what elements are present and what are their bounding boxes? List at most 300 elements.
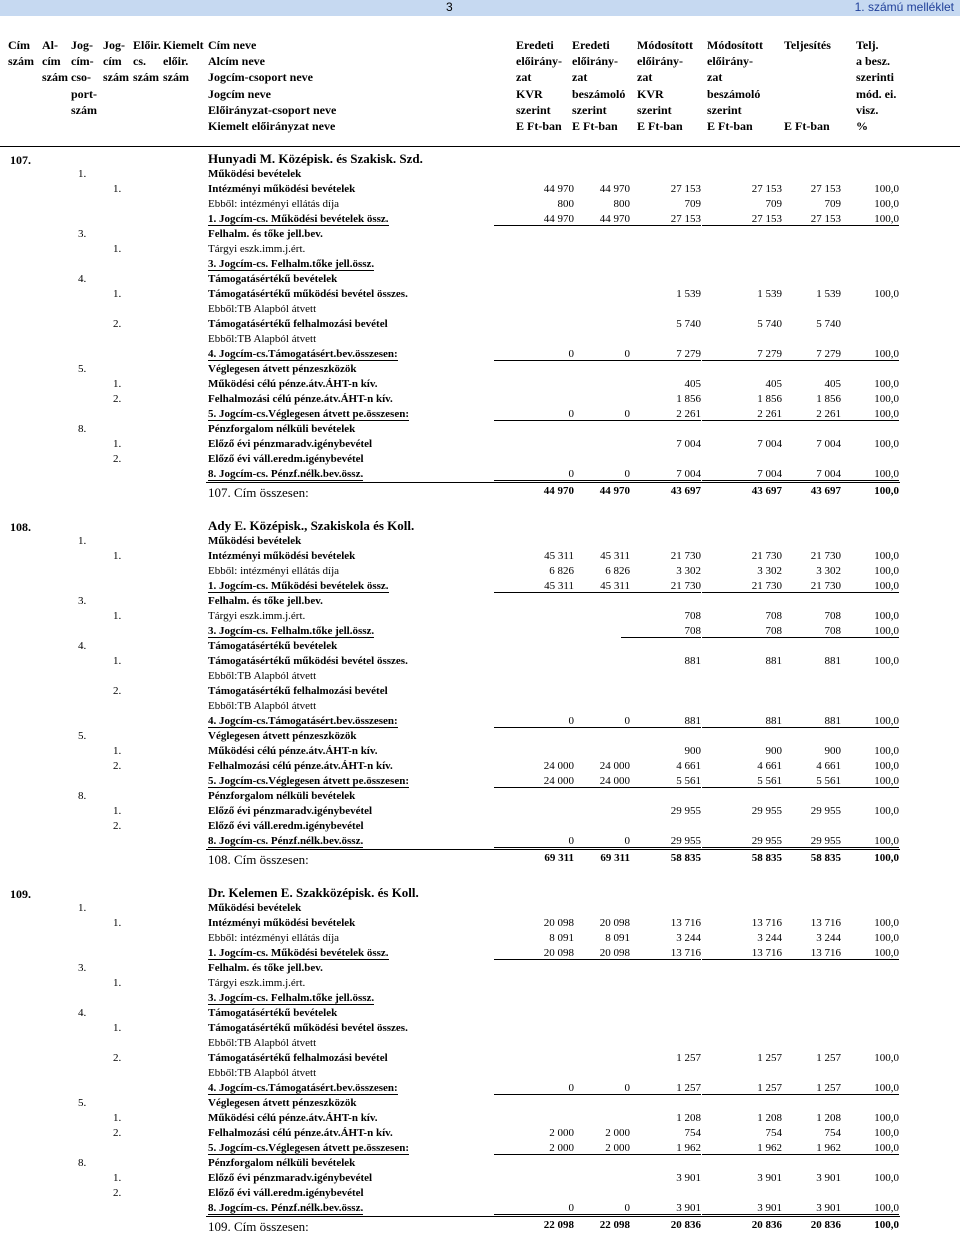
amount-cell: 5 561: [702, 775, 782, 788]
jogcim-number: 2.: [113, 453, 122, 465]
table-row: [0, 1186, 960, 1201]
amount-cell: 0: [494, 715, 574, 728]
amount-cell: 100,0: [874, 1052, 899, 1064]
cim-total-label: 107. Cím összesen:: [208, 485, 309, 500]
header-cell: KVR: [516, 86, 543, 101]
amount-cell: 27 153: [751, 183, 782, 195]
row-label: Véglegesen átvett pénzeszközök: [208, 1097, 357, 1109]
header-cell: Jog-: [103, 38, 125, 52]
header-cell: cím: [103, 54, 122, 69]
amount-cell: 5 740: [757, 318, 782, 330]
table-row: [0, 182, 960, 197]
row-label: 4. Jogcím-cs.Támogatásért.bev.összesen:: [208, 1082, 398, 1094]
amount-cell: 100,0: [874, 932, 899, 944]
header-cell: beszámoló: [707, 86, 761, 101]
amount-cell: 0: [550, 468, 630, 481]
amount-cell: 2 000: [605, 1127, 630, 1139]
amount-cell: 44 970: [550, 213, 630, 226]
alcim-number: 3.: [78, 228, 87, 240]
header-cell: előirány-: [516, 54, 562, 69]
amount-cell: 6 826: [549, 565, 574, 577]
amount-cell: 29 955: [761, 835, 841, 848]
row-label: 5. Jogcím-cs.Véglegesen átvett pe.összesen:: [208, 408, 409, 420]
table-row: [0, 1141, 960, 1156]
header-divider: [0, 146, 960, 147]
jogcim-number: 1.: [113, 655, 122, 667]
amount-cell: 44 970: [543, 485, 574, 497]
amount-cell: 27 153: [810, 183, 841, 195]
amount-cell: 100,0: [819, 580, 899, 593]
amount-cell: 21 730: [670, 550, 701, 562]
amount-cell: 69 311: [544, 852, 574, 864]
table-row: [0, 1036, 960, 1051]
amount-cell: 405: [824, 378, 841, 390]
header-cell: Cím: [8, 38, 30, 52]
amount-cell: 7 004: [816, 438, 841, 450]
amount-cell: 3 901: [761, 1202, 841, 1215]
jogcim-number: 2.: [113, 393, 122, 405]
header-cell: E Ft-ban: [784, 118, 830, 133]
row-label: Támogatásértékű bevételek: [208, 1007, 338, 1019]
amount-cell: 881: [761, 715, 841, 728]
row-label: Ebből:TB Alapból átvett: [208, 670, 317, 682]
jogcim-number: 1.: [113, 183, 122, 195]
amount-cell: 405: [765, 378, 782, 390]
amount-cell: 0: [550, 835, 630, 848]
table-row: [0, 759, 960, 774]
amount-cell: 0: [494, 408, 574, 421]
row-label: Támogatásértékű működési bevétel összes.: [208, 1022, 408, 1034]
row-label: Felhalmozási célú pénze.átv.ÁHT-n kív.: [208, 393, 393, 405]
amount-cell: 100,0: [874, 1127, 899, 1139]
table-row: [0, 931, 960, 946]
alcim-number: 3.: [78, 595, 87, 607]
row-label: Intézményi működési bevételek: [208, 183, 356, 195]
amount-cell: 100,0: [874, 565, 899, 577]
table-row: [0, 669, 960, 684]
jogcim-number: 2.: [113, 685, 122, 697]
table-row: [0, 654, 960, 669]
table-row: [0, 362, 960, 377]
amount-cell: 754: [765, 1127, 782, 1139]
amount-cell: 3 302: [816, 565, 841, 577]
alcim-number: 1.: [78, 902, 87, 914]
amount-cell: 6 826: [605, 565, 630, 577]
jogcim-number: 1.: [113, 917, 122, 929]
total-row: [0, 849, 960, 869]
row-label: Pénzforgalom nélküli bevételek: [208, 423, 356, 435]
amount-cell: 27 153: [761, 213, 841, 226]
header-cell: szerint: [707, 102, 742, 117]
header-cell: KVR: [637, 86, 664, 101]
amount-cell: 24 000: [494, 775, 574, 788]
table-row: [0, 347, 960, 362]
table-row: [0, 152, 960, 167]
header-cell: Al-: [42, 38, 58, 52]
row-label: 3. Jogcím-cs. Felhalm.tőke jell.össz.: [208, 258, 375, 270]
amount-cell: 900: [824, 745, 841, 757]
amount-cell: 1 539: [676, 288, 701, 300]
header-cell: cím-: [71, 54, 94, 69]
amount-cell: 5 740: [676, 318, 701, 330]
amount-cell: 100,0: [819, 1202, 899, 1215]
amount-cell: 44 970: [599, 485, 630, 497]
header-cell: Előir.: [133, 38, 161, 52]
amount-cell: 45 311: [544, 550, 574, 562]
amount-cell: 4 661: [816, 760, 841, 772]
amount-cell: 1 208: [676, 1112, 701, 1124]
amount-cell: 20 836: [670, 1219, 701, 1231]
amount-cell: 800: [613, 198, 630, 210]
amount-cell: 800: [557, 198, 574, 210]
amount-cell: 100,0: [874, 183, 899, 195]
amount-cell: 8 091: [605, 932, 630, 944]
table-row: [0, 579, 960, 594]
amount-cell: 100,0: [874, 805, 899, 817]
amount-cell: 21 730: [702, 580, 782, 593]
row-label: Támogatásértékű felhalmozási bevétel: [208, 685, 388, 697]
amount-cell: 1 856: [676, 393, 701, 405]
amount-cell: 1 257: [676, 1052, 701, 1064]
alcim-number: 8.: [78, 790, 87, 802]
amount-cell: 0: [494, 835, 574, 848]
amount-cell: 20 098: [543, 917, 574, 929]
amount-cell: 21 730: [810, 550, 841, 562]
amount-cell: 3 244: [816, 932, 841, 944]
table-row: [0, 452, 960, 467]
jogcim-number: 2.: [113, 1052, 122, 1064]
amount-cell: 7 004: [761, 468, 841, 481]
header-cell: Módosított: [707, 38, 763, 52]
section-109: [0, 886, 960, 1236]
amount-cell: 29 955: [670, 805, 701, 817]
table-row: [0, 1201, 960, 1216]
amount-cell: 405: [684, 378, 701, 390]
amount-cell: 1 539: [757, 288, 782, 300]
alcim-number: 4.: [78, 1007, 87, 1019]
header-cell: szerinti: [856, 70, 894, 85]
amount-cell: 100,0: [874, 610, 899, 622]
amount-cell: 754: [684, 1127, 701, 1139]
cim-number: 109.: [10, 887, 31, 901]
amount-cell: 58 835: [670, 852, 701, 864]
row-label: Támogatásértékű bevételek: [208, 273, 338, 285]
row-label: Hunyadi M. Középisk. és Szakisk. Szd.: [208, 151, 423, 166]
header-cell: Jog-: [71, 38, 93, 52]
amount-cell: 708: [684, 610, 701, 622]
header-cell: Eredeti: [572, 38, 610, 52]
amount-cell: 5 740: [816, 318, 841, 330]
header-cell: szám: [42, 70, 68, 85]
amount-cell: 7 004: [621, 468, 701, 481]
amount-cell: 0: [550, 348, 630, 361]
amount-cell: 3 901: [757, 1172, 782, 1184]
header-cell: beszámoló: [572, 86, 626, 101]
amount-cell: 881: [621, 715, 701, 728]
row-label: Pénzforgalom nélküli bevételek: [208, 1157, 356, 1169]
header-cell: Kiemelt előirányzat neve: [208, 118, 336, 133]
row-label: Előző évi váll.eredm.igénybevétel: [208, 1187, 364, 1199]
amount-cell: 20 098: [550, 947, 630, 960]
amount-cell: 709: [684, 198, 701, 210]
table-row: [0, 901, 960, 916]
amount-cell: 100,0: [874, 655, 899, 667]
amount-cell: 100,0: [819, 408, 899, 421]
table-row: [0, 729, 960, 744]
amount-cell: 100,0: [874, 852, 899, 864]
table-row: [0, 534, 960, 549]
amount-cell: 100,0: [819, 835, 899, 848]
header-cell: mód. ei.: [856, 86, 897, 101]
table-row: [0, 407, 960, 422]
amount-cell: 24 000: [599, 760, 630, 772]
header-cell: előir.: [163, 54, 189, 69]
cim-total-label: 109. Cím összesen:: [208, 1219, 309, 1234]
amount-cell: 20 098: [599, 917, 630, 929]
total-rule: [206, 1216, 900, 1217]
table-row: [0, 789, 960, 804]
row-label: Tárgyi eszk.imm.j.ért.: [208, 243, 306, 255]
table-row: [0, 991, 960, 1006]
row-label: Támogatásértékű bevételek: [208, 640, 338, 652]
table-row: [0, 1006, 960, 1021]
row-label: Működési bevételek: [208, 902, 302, 914]
table-row: [0, 1066, 960, 1081]
amount-cell: 58 835: [810, 852, 841, 864]
amount-cell: 24 000: [543, 760, 574, 772]
amount-cell: 1 257: [816, 1052, 841, 1064]
row-label: Felhalmozási célú pénze.átv.ÁHT-n kív.: [208, 1127, 393, 1139]
header-cell: szám: [133, 70, 159, 85]
amount-cell: 0: [494, 1202, 574, 1215]
row-label: 5. Jogcím-cs.Véglegesen átvett pe.összesen:: [208, 775, 409, 787]
amount-cell: 100,0: [874, 438, 899, 450]
header-cell: Módosított: [637, 38, 693, 52]
row-label: Működési bevételek: [208, 168, 302, 180]
amount-cell: 29 955: [702, 835, 782, 848]
alcim-number: 4.: [78, 640, 87, 652]
header-cell: cso-: [71, 70, 91, 85]
amount-cell: 100,0: [819, 625, 899, 638]
amount-cell: 1 208: [757, 1112, 782, 1124]
row-label: Működési célú pénze.átv.ÁHT-n kív.: [208, 1112, 378, 1124]
amount-cell: 22 098: [599, 1219, 630, 1231]
table-row: [0, 684, 960, 699]
amount-cell: 1 962: [702, 1142, 782, 1155]
amount-cell: 45 311: [600, 550, 630, 562]
jogcim-number: 2.: [113, 760, 122, 772]
amount-cell: 0: [494, 468, 574, 481]
table-row: [0, 287, 960, 302]
amount-cell: 27 153: [670, 183, 701, 195]
amount-cell: 3 901: [816, 1172, 841, 1184]
amount-cell: 100,0: [874, 1172, 899, 1184]
row-label: Tárgyi eszk.imm.j.ért.: [208, 610, 306, 622]
table-row: [0, 594, 960, 609]
amount-cell: 13 716: [621, 947, 701, 960]
jogcim-number: 1.: [113, 243, 122, 255]
amount-cell: 708: [761, 625, 841, 638]
row-label: Dr. Kelemen E. Szakközépisk. és Koll.: [208, 885, 419, 900]
cim-total-label: 108. Cím összesen:: [208, 852, 309, 867]
total-row: [0, 1216, 960, 1236]
table-row: [0, 1051, 960, 1066]
header-cell: E Ft-ban: [637, 118, 683, 133]
amount-cell: 13 716: [761, 947, 841, 960]
amount-cell: 43 697: [810, 485, 841, 497]
jogcim-number: 1.: [113, 288, 122, 300]
amount-cell: 20 836: [751, 1219, 782, 1231]
jogcim-number: 1.: [113, 1172, 122, 1184]
alcim-number: 4.: [78, 273, 87, 285]
amount-cell: 44 970: [543, 183, 574, 195]
page-number: 3: [446, 0, 453, 14]
amount-cell: 21 730: [621, 580, 701, 593]
amount-cell: 4 661: [676, 760, 701, 772]
header-cell: a besz.: [856, 54, 890, 69]
header-cell: Jogcím neve: [208, 86, 271, 101]
amount-cell: 7 279: [621, 348, 701, 361]
header-row: [0, 54, 960, 70]
amount-cell: 29 955: [621, 835, 701, 848]
amount-cell: 8 091: [549, 932, 574, 944]
amount-cell: 0: [494, 1082, 574, 1095]
amount-cell: 5 561: [761, 775, 841, 788]
amount-cell: 708: [702, 625, 782, 638]
amount-cell: 20 836: [810, 1219, 841, 1231]
row-label: 8. Jogcím-cs. Pénzf.nélk.bev.össz.: [208, 1202, 364, 1214]
amount-cell: 881: [702, 715, 782, 728]
amount-cell: 27 153: [702, 213, 782, 226]
row-label: 8. Jogcím-cs. Pénzf.nélk.bev.össz.: [208, 468, 364, 480]
amount-cell: 7 279: [761, 348, 841, 361]
amount-cell: 100,0: [819, 1142, 899, 1155]
amount-cell: 69 311: [600, 852, 630, 864]
row-label: Támogatásértékű felhalmozási bevétel: [208, 1052, 388, 1064]
header-cell: E Ft-ban: [572, 118, 618, 133]
table-row: [0, 167, 960, 182]
amount-cell: 2 261: [761, 408, 841, 421]
table-row: [0, 639, 960, 654]
amount-cell: 1 257: [621, 1082, 701, 1095]
jogcim-number: 1.: [113, 745, 122, 757]
amount-cell: 27 153: [621, 213, 701, 226]
header-cell: Teljesítés: [784, 38, 831, 52]
table-row: [0, 332, 960, 347]
amount-cell: 900: [765, 745, 782, 757]
amount-cell: 1 856: [757, 393, 782, 405]
header-cell: zat: [707, 70, 723, 85]
amount-cell: 24 000: [550, 775, 630, 788]
row-label: Felhalm. és tőke jell.bev.: [208, 228, 323, 240]
jogcim-number: 1.: [113, 550, 122, 562]
amount-cell: 100,0: [874, 1219, 899, 1231]
jogcim-number: 1.: [113, 378, 122, 390]
amount-cell: 2 000: [550, 1142, 630, 1155]
header-cell: Cím neve: [208, 38, 257, 52]
amount-cell: 45 311: [494, 580, 574, 593]
jogcim-number: 2.: [113, 1187, 122, 1199]
row-label: 1. Jogcím-cs. Működési bevételek össz.: [208, 213, 389, 225]
amount-cell: 708: [765, 610, 782, 622]
row-label: Ebből:TB Alapból átvett: [208, 333, 317, 345]
amount-cell: 22 098: [543, 1219, 574, 1231]
table-row: [0, 1171, 960, 1186]
amount-cell: 4 661: [757, 760, 782, 772]
table-row: [0, 946, 960, 961]
amount-cell: 0: [550, 715, 630, 728]
amount-cell: 1 257: [702, 1082, 782, 1095]
amount-cell: 21 730: [751, 550, 782, 562]
alcim-number: 5.: [78, 1097, 87, 1109]
header-row: [0, 119, 960, 135]
amount-cell: 0: [550, 1082, 630, 1095]
table-row: [0, 1081, 960, 1096]
table-row: [0, 609, 960, 624]
amount-cell: 0: [550, 1202, 630, 1215]
top-bar: [0, 0, 960, 16]
alcim-number: 1.: [78, 168, 87, 180]
jogcim-number: 2.: [113, 820, 122, 832]
alcim-number: 5.: [78, 730, 87, 742]
header-cell: zat: [516, 70, 532, 85]
row-label: Intézményi működési bevételek: [208, 917, 356, 929]
row-label: Felhalm. és tőke jell.bev.: [208, 962, 323, 974]
header-cell: zat: [572, 70, 588, 85]
row-label: Ebből:TB Alapból átvett: [208, 1037, 317, 1049]
header-cell: zat: [637, 70, 653, 85]
amount-cell: 2 261: [621, 408, 701, 421]
header-cell: előirány-: [572, 54, 618, 69]
amount-cell: 1 208: [816, 1112, 841, 1124]
row-label: Ebből: intézményi ellátás díja: [208, 565, 340, 577]
amount-cell: 29 955: [810, 805, 841, 817]
jogcim-number: 1.: [113, 438, 122, 450]
amount-cell: 13 716: [751, 917, 782, 929]
alcim-number: 8.: [78, 423, 87, 435]
amount-cell: 1 257: [757, 1052, 782, 1064]
table-row: [0, 242, 960, 257]
amount-cell: 100,0: [874, 378, 899, 390]
table-row: [0, 804, 960, 819]
header-cell: szerint: [637, 102, 672, 117]
amount-cell: 3 901: [621, 1202, 701, 1215]
amount-cell: 5 561: [621, 775, 701, 788]
table-row: [0, 549, 960, 564]
amount-cell: 7 004: [702, 468, 782, 481]
table-row: [0, 212, 960, 227]
row-label: Tárgyi eszk.imm.j.ért.: [208, 977, 306, 989]
section-108: [0, 519, 960, 869]
amount-cell: 3 302: [676, 565, 701, 577]
row-label: Támogatásértékű működési bevétel összes.: [208, 655, 408, 667]
header-cell: Eredeti: [516, 38, 554, 52]
row-label: Ebből: intézményi ellátás díja: [208, 198, 340, 210]
amount-cell: 3 244: [676, 932, 701, 944]
table-row: [0, 467, 960, 482]
table-row: [0, 714, 960, 729]
amount-cell: 100,0: [874, 198, 899, 210]
header-cell: szerint: [572, 102, 607, 117]
amount-cell: 100,0: [874, 1112, 899, 1124]
amount-cell: 44 970: [599, 183, 630, 195]
alcim-number: 5.: [78, 363, 87, 375]
amount-cell: 881: [765, 655, 782, 667]
table-row: [0, 377, 960, 392]
row-label: Pénzforgalom nélküli bevételek: [208, 790, 356, 802]
table-row: [0, 819, 960, 834]
row-label: Felhalmozási célú pénze.átv.ÁHT-n kív.: [208, 760, 393, 772]
